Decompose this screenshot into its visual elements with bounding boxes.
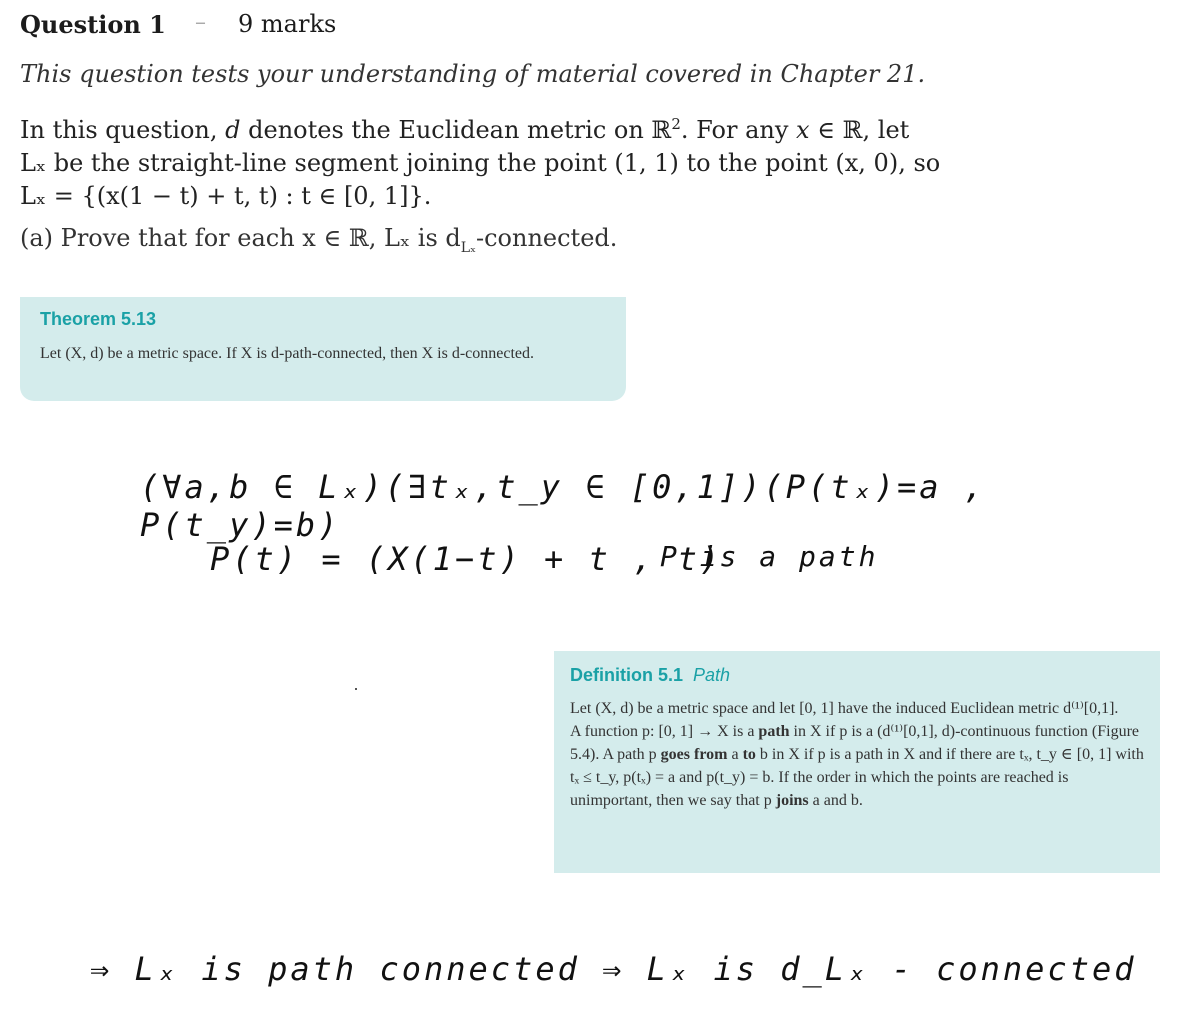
definition-box <box>554 651 1160 873</box>
paragraph-line-2: Lₓ be the straight-line segment joining the point (1, 1) to the point (x, 0), so <box>20 149 941 177</box>
theorem-box <box>20 297 626 401</box>
definition-line-2: A function p: [0, 1] → X is a path in X if p is a (d⁽¹⁾[0,1], d)-continuous function (Figure 5.4). A path p goes from a to b in X if p is a path in X and if there are tₓ, t_y ∈ [0, 1] with tₓ ≤ t_y, p(tₓ) = a and p(t_y) = b. If the order in which the points are reached is unimportant, then we say that p joins a and b. <box>570 723 1144 809</box>
stray-dot <box>355 688 357 690</box>
theorem-title: Theorem 5.13 <box>40 309 157 329</box>
title-separator: – <box>195 10 206 35</box>
handwritten-note: P is a path <box>660 540 879 573</box>
question-marks: 9 marks <box>238 10 337 38</box>
handwritten-line-2: P(t) = (X(1−t) + t , t) <box>210 540 723 578</box>
paragraph-line-3: Lₓ = {(x(1 − t) + t, t) : t ∈ [0, 1]}. <box>20 182 432 210</box>
question-title: Question 1 <box>20 10 166 39</box>
handwritten-conclusion: ⇒ Lₓ is path connected ⇒ Lₓ is d_Lₓ - connected <box>90 950 1137 988</box>
definition-title: Definition 5.1 Path <box>570 665 731 685</box>
definition-body <box>570 697 1145 812</box>
part-a-prompt: (a) Prove that for each x ∈ ℝ, Lₓ is $d_{L_x}$-connected. <box>20 224 618 256</box>
theorem-body: Let (X, d) be a metric space. If X is d-path-connected, then X is d-connected. <box>40 345 535 362</box>
paragraph-line-1: In this question, d denotes the Euclidean metric on ℝ$^2$. For any x ∈ ℝ, let <box>20 115 910 144</box>
question-paragraph <box>20 108 1120 213</box>
question-intro: This question tests your understanding of material covered in Chapter 21. <box>20 60 926 88</box>
handwritten-line-1: (∀a,b ∈ Lₓ)(∃tₓ,t_y ∈ [0,1])(P(tₓ)=a , P(t_y)=b) <box>140 468 987 544</box>
definition-line-1: Let (X, d) be a metric space and let [0, 1] have the induced Euclidean metric d⁽¹⁾[0,1]. <box>570 700 1119 717</box>
